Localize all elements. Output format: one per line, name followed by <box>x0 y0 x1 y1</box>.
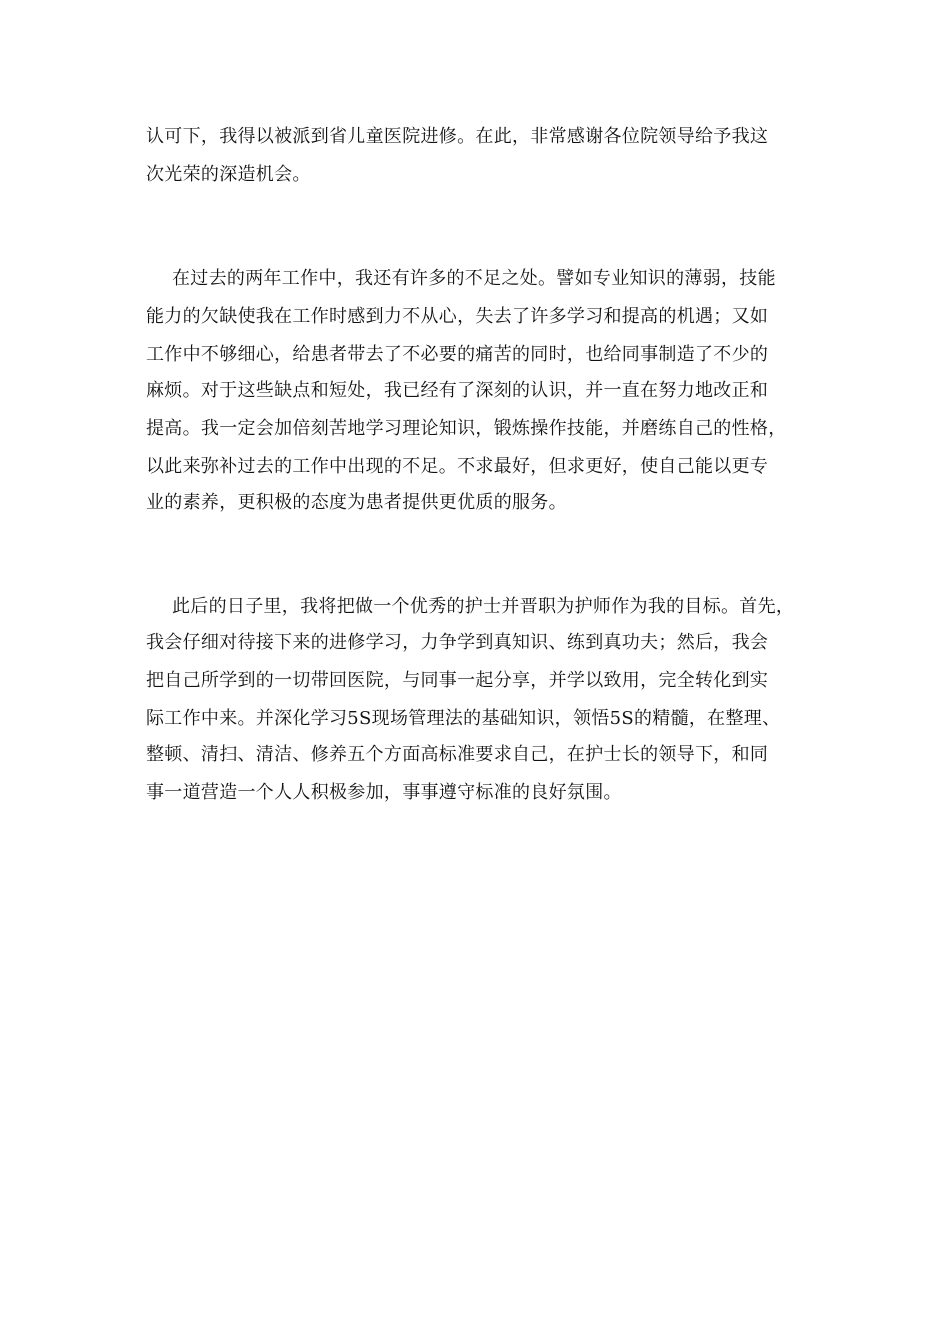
paragraph-2-line-4: 麻烦。对于这些缺点和短处，我已经有了深刻的认识，并一直在努力地改正和 <box>146 380 769 401</box>
paragraph-3-line-4: 际工作中来。并深化学习5S现场管理法的基础知识，领悟5S的精髓，在整理、 <box>146 708 781 729</box>
paragraph-3-line-5: 整顿、清扫、清洁、修养五个方面高标准要求自己，在护士长的领导下，和同 <box>146 744 769 765</box>
paragraph-2-line-7: 业的素养，更积极的态度为患者提供更优质的服务。 <box>146 492 567 513</box>
paragraph-3-line-3: 把自己所学到的一切带回医院，与同事一起分享，并学以致用，完全转化到实 <box>146 670 769 691</box>
paragraph-2-line-6: 以此来弥补过去的工作中出现的不足。不求最好，但求更好，使自己能以更专 <box>146 456 769 477</box>
paragraph-3-line-2: 我会仔细对待接下来的进修学习，力争学到真知识、练到真功夫；然后，我会 <box>146 632 769 653</box>
paragraph-3-line-1: 此后的日子里，我将把做一个优秀的护士并晋职为护师作为我的目标。首先， <box>172 596 795 617</box>
paragraph-2-line-5: 提高。我一定会加倍刻苦地学习理论知识，锻炼操作技能，并磨练自己的性格， <box>146 418 787 439</box>
paragraph-3-line-6: 事一道营造一个人人积极参加，事事遵守标准的良好氛围。 <box>146 782 622 803</box>
paragraph-2-line-3: 工作中不够细心，给患者带去了不必要的痛苦的同时，也给同事制造了不少的 <box>146 344 769 365</box>
paragraph-2-line-1: 在过去的两年工作中，我还有许多的不足之处。譬如专业知识的薄弱，技能 <box>172 268 776 289</box>
paragraph-2-line-2: 能力的欠缺使我在工作时感到力不从心，失去了许多学习和提高的机遇；又如 <box>146 306 769 327</box>
paragraph-1-line-2: 次光荣的深造机会。 <box>146 164 311 185</box>
paragraph-1-line-1: 认可下，我得以被派到省儿童医院进修。在此，非常感谢各位院领导给予我这 <box>146 126 769 147</box>
